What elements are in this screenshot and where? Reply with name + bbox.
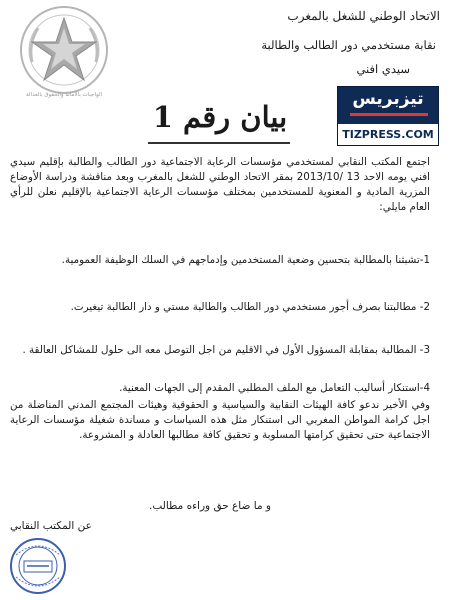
union-emblem-icon <box>18 4 110 96</box>
motto: و ما ضاع حق وراءه مطالب. <box>149 500 271 512</box>
emblem-caption: الواجبات بالأمانة والحقوق بالعدالة <box>25 92 103 98</box>
closing-paragraph: وفي الأخير ندعو كافة الهيئات النقابية والسياسية و الحقوقية وهيئات المجتمع المدني المناضلة من اجل كرامة المواطن المغربي الى استنكار مثل هذه السياسات و مساندة شغيلة مؤسسات الرعاية الاجتماعية حتى تحقيق كرامتها المسلوبة و تحقيق كافة مطالبها العادلة و المشروعة. <box>10 399 430 441</box>
intro-paragraph: اجتمع المكتب النقابي لمستخدمي مؤسسات الرعاية الاجتماعية دور الطالب والطالبة بإقليم سيدي افني يومه الاحد 13 /2013/10 بمقر الاتحاد الوطني للشغل بالمغرب وبعد مناقشة ودراسة الأوضاع المزرية المادية و المعنوية للمستخدمين بمختلف مؤسسات الرعاية الاجتماعية بالإقليم نعلن للرأي العام مايلي: <box>10 156 430 213</box>
logo-arabic-text: تيزبريس <box>352 89 424 109</box>
statement-title: بيان رقم 1 <box>152 100 288 134</box>
demand-item-1: 1-تشبثنا بالمطالبة بتحسين وضعية المستخدمين وإدماجهم في السلك الوظيفة العمومية. <box>61 254 430 266</box>
title-underline <box>148 142 290 144</box>
union-stamp-icon <box>8 535 68 597</box>
tizpress-logo <box>337 86 439 146</box>
header-city: سيدي افني <box>356 62 410 76</box>
logo-accent-bar <box>350 113 428 116</box>
header-syndicate-name: نقابة مستخدمي دور الطالب والطالبة <box>261 38 436 52</box>
demand-item-2: 2- مطالبتنا بصرف أجور مستخدمي دور الطالب والطالبة مستي و دار الطالبة تيغيرت. <box>70 301 430 313</box>
logo-url-text: TIZPRESS.COM <box>338 124 438 145</box>
demand-item-4: 4-استنكار أساليب التعامل مع الملف المطلبي المقدم إلى الجهات المعنية. <box>119 382 430 394</box>
signature-line: عن المكتب النقابي <box>10 520 92 532</box>
demand-item-3: 3- المطالبة بمقابلة المسؤول الأول في الاقليم من اجل التوصل معه الى حلول للمشاكل العالقة . <box>22 344 430 356</box>
header-union-name: الاتحاد الوطني للشغل بالمغرب <box>287 9 440 23</box>
